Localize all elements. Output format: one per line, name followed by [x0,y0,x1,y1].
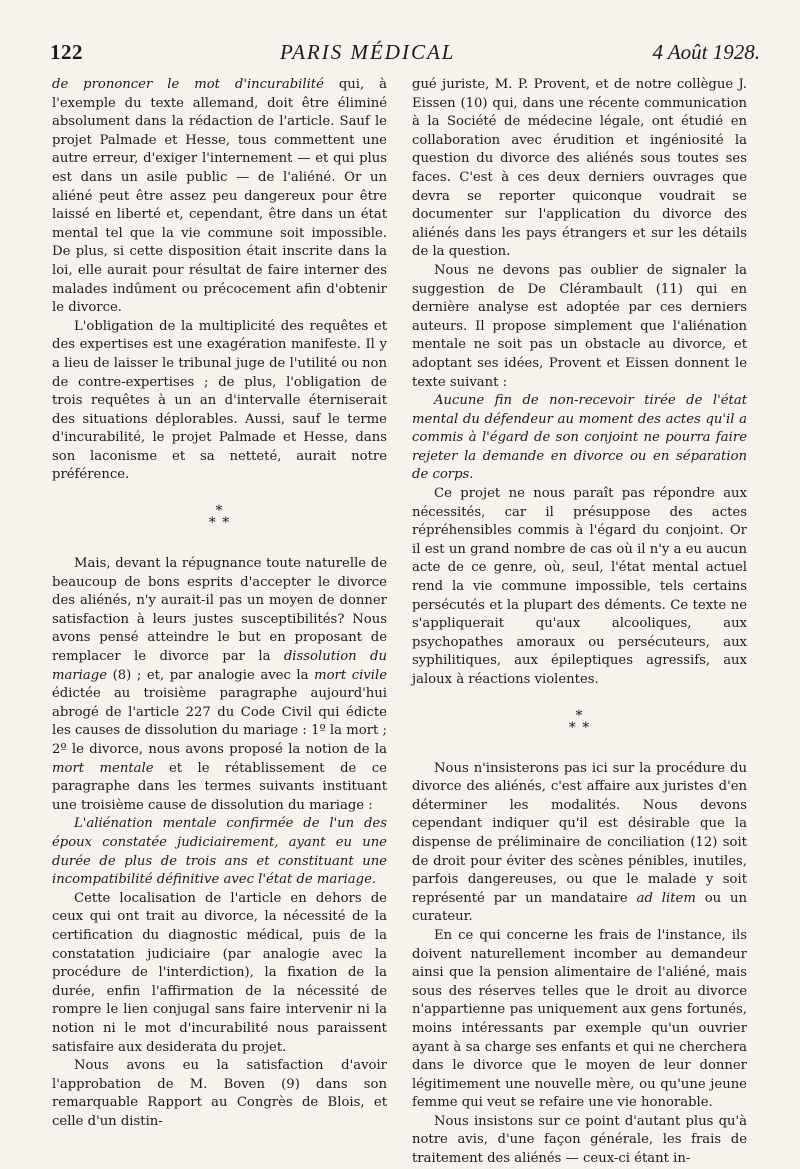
paragraph [412,760,747,927]
asterism-bottom: * * [208,515,231,532]
paragraph: Cette localisation de l'article en dehors de ceux qui ont trait au divorce, la nécessité de la certification du diagnostic médical, puis de la constatation judiciaire (par analogie avec la procédure de l'interdiction), la fixation de la durée, enfin l'affirmation de la nécessité de rompre le lien conjugal sans faire intervenir ni la notion ni le mot d'incurabilité nous paraissent satisfaire aux desiderata du projet. [52,890,387,1055]
paragraph: Nous ne devons pas oublier de signaler la suggestion de De Clérambault (11) qui en dernière analyse est adoptée par ces derniers auteurs. Il propose simplement que l'aliénation mentale ne soit pas un obstacle au divorce, et adoptant ses idées, Provent et Eissen donnent le texte suivant : [412,262,747,390]
legal-text-quote: Aucune fin de non-recevoir tirée de l'état mental du défendeur au moment des actes qu'il a commis à l'égard de son conjoint ne pourra faire rejeter la demande en divorce ou en séparation de corps. [412,393,747,483]
issue-date: 4 Août 1928. [652,40,760,64]
asterism-top: * [215,503,224,520]
emphasis: de prononcer le mot d'incurabilité [52,77,324,92]
paragraph: Nous insistons sur ce point d'autant plus qu'à notre avis, d'une façon générale, les frais de traitement des aliénés — ceux-ci étant in- [412,1113,747,1167]
legal-text-quote: L'aliénation mentale confirmée de l'un des époux constatée judiciairement, ayant eu une durée de plus de trois ans et constituant une incompatibilité définitive avec l'état de mariage. [52,816,387,888]
paragraph: L'obligation de la multiplicité des requêtes et des expertises est une exagération manifeste. Il y a lieu de laisser le tribunal juge de l'utilité ou non de contre-expertises ; de plus, l'obligation de trois requêtes à un an d'intervalle éterniserait des situations déplorables. Aussi, sauf le terme d'incurabilité, le projet Palmade et Hesse, dans son laconisme et sa netteté, aurait notre préférence. [52,318,387,483]
paragraph-text: ou un curateur. [412,890,748,925]
paragraph [52,555,387,815]
emphasis: mort mentale [52,760,154,776]
paragraph-text: (8) ; et, par analogie avec la [107,667,315,683]
paragraph: En ce qui concerne les frais de l'instance, ils doivent naturellement incomber au demandeur ainsi que la pension alimentaire de l'aliéné, mais sous des réserves telles que le droit au divorce n'appartienne pas uniquement aux gens fortunés, moins intéressants par exemple qu'un ouvrier ayant à sa charge ses enfants et qui ne cherchera dans le divorce que le moyen de leur donner légitimement une nouvelle mère, ou qu'une jeune femme qui veut se refaire une vie honorable. [412,927,747,1111]
emphasis: ad litem [636,890,696,906]
journal-title: PARIS MÉDICAL [279,40,456,64]
page-number: 122 [50,40,83,64]
paragraph: gué juriste, M. P. Provent, et de notre collègue J. Eissen (10) qui, dans une récente communication à la Société de médecine légale, ont étudié en collaboration avec érudition et ingéniosité la question du divorce des aliénés sous toutes ses faces. C'est à ces deux derniers ouvrages que devra se reporter quiconque voudrait se documenter sur l'application du divorce des aliénés dans les pays étrangers et sur les détails de la question. [412,77,747,260]
asterism-bottom: * * [568,719,591,736]
paragraph-text: Nous n'insisterons pas ici sur la procédure du divorce des aliénés, c'est affaire aux juristes d'en déterminer les modalités. Nous devons cependant indiquer qu'il est désirable que la dispense de préliminaire de conciliation (12) soit de droit pour éviter des scènes pénibles, inutiles, parfois dangereuses, ou que le malade y soit représenté par un mandataire [412,760,747,906]
paragraph-text: Mais, devant la répugnance toute naturelle de beaucoup de bons esprits d'accepter le divorce des aliénés, n'y aurait-il pas un moyen de donner satisfaction à leurs justes susceptibilités? Nous avons pensé atteindre le but en proposant de remplacer le divorce par la [52,556,387,665]
section-separator [412,707,747,736]
page-header [50,40,760,74]
paragraph-text: édictée au troisième paragraphe aujourd'hui abrogé de l'article 227 du Code Civil qui édicte les causes de dissolution du mariage : 1º la mort ; 2º le divorce, nous avons proposé la notion de la [52,686,387,757]
right-column [412,76,747,1169]
paragraph [52,76,387,318]
paragraph-text: qui, à l'exemple du texte allemand, doit être éliminé absolument dans la rédaction de l'article. Sauf le projet Palmade et Hesse, tous commettent une autre erreur, d'exiger l'internement — et qui plus est dans un asile public — de l'aliéné. Or un aliéné peut être assez peu dangereux pour être laissé en liberté et, cependant, être dans un état mental tel que la vie commune soit impossible. De plus, si cette disposition était inscrite dans la loi, elle aurait pour résultat de faire interner des malades indûment ou précocement afin d'obtenir le divorce. [52,77,387,316]
left-column [52,76,387,1131]
asterism-top: * [575,707,584,724]
paragraph: Nous avons eu la satisfaction d'avoir l'approbation de M. Boven (9) dans son remarquable Rapport au Congrès de Blois, et celle d'un distin- [52,1058,387,1129]
section-separator [52,503,387,532]
paragraph: Ce projet ne nous paraît pas répondre aux nécessités, car il présuppose des actes répréhensibles commis à l'égard du conjoint. Or il est un grand nombre de cas où il n'y a eu aucun acte de ce genre, où, seul, l'état mental actuel rend la vie commune impossible, tels certains persécutés et la plupart des déments. Ce texte ne s'appliquerait qu'aux alcooliques, aux psychopathes amoraux ou persécuteurs, aux syphilitiques, aux épileptiques agressifs, aux jaloux à réactions violentes. [412,486,747,687]
emphasis: dissolution du mariage [52,649,387,683]
emphasis: mort civile [314,667,387,683]
paragraph-text: et le rétablissement de ce paragraphe dans les termes suivants instituant une troisième cause de dissolution du mariage : [52,760,387,813]
